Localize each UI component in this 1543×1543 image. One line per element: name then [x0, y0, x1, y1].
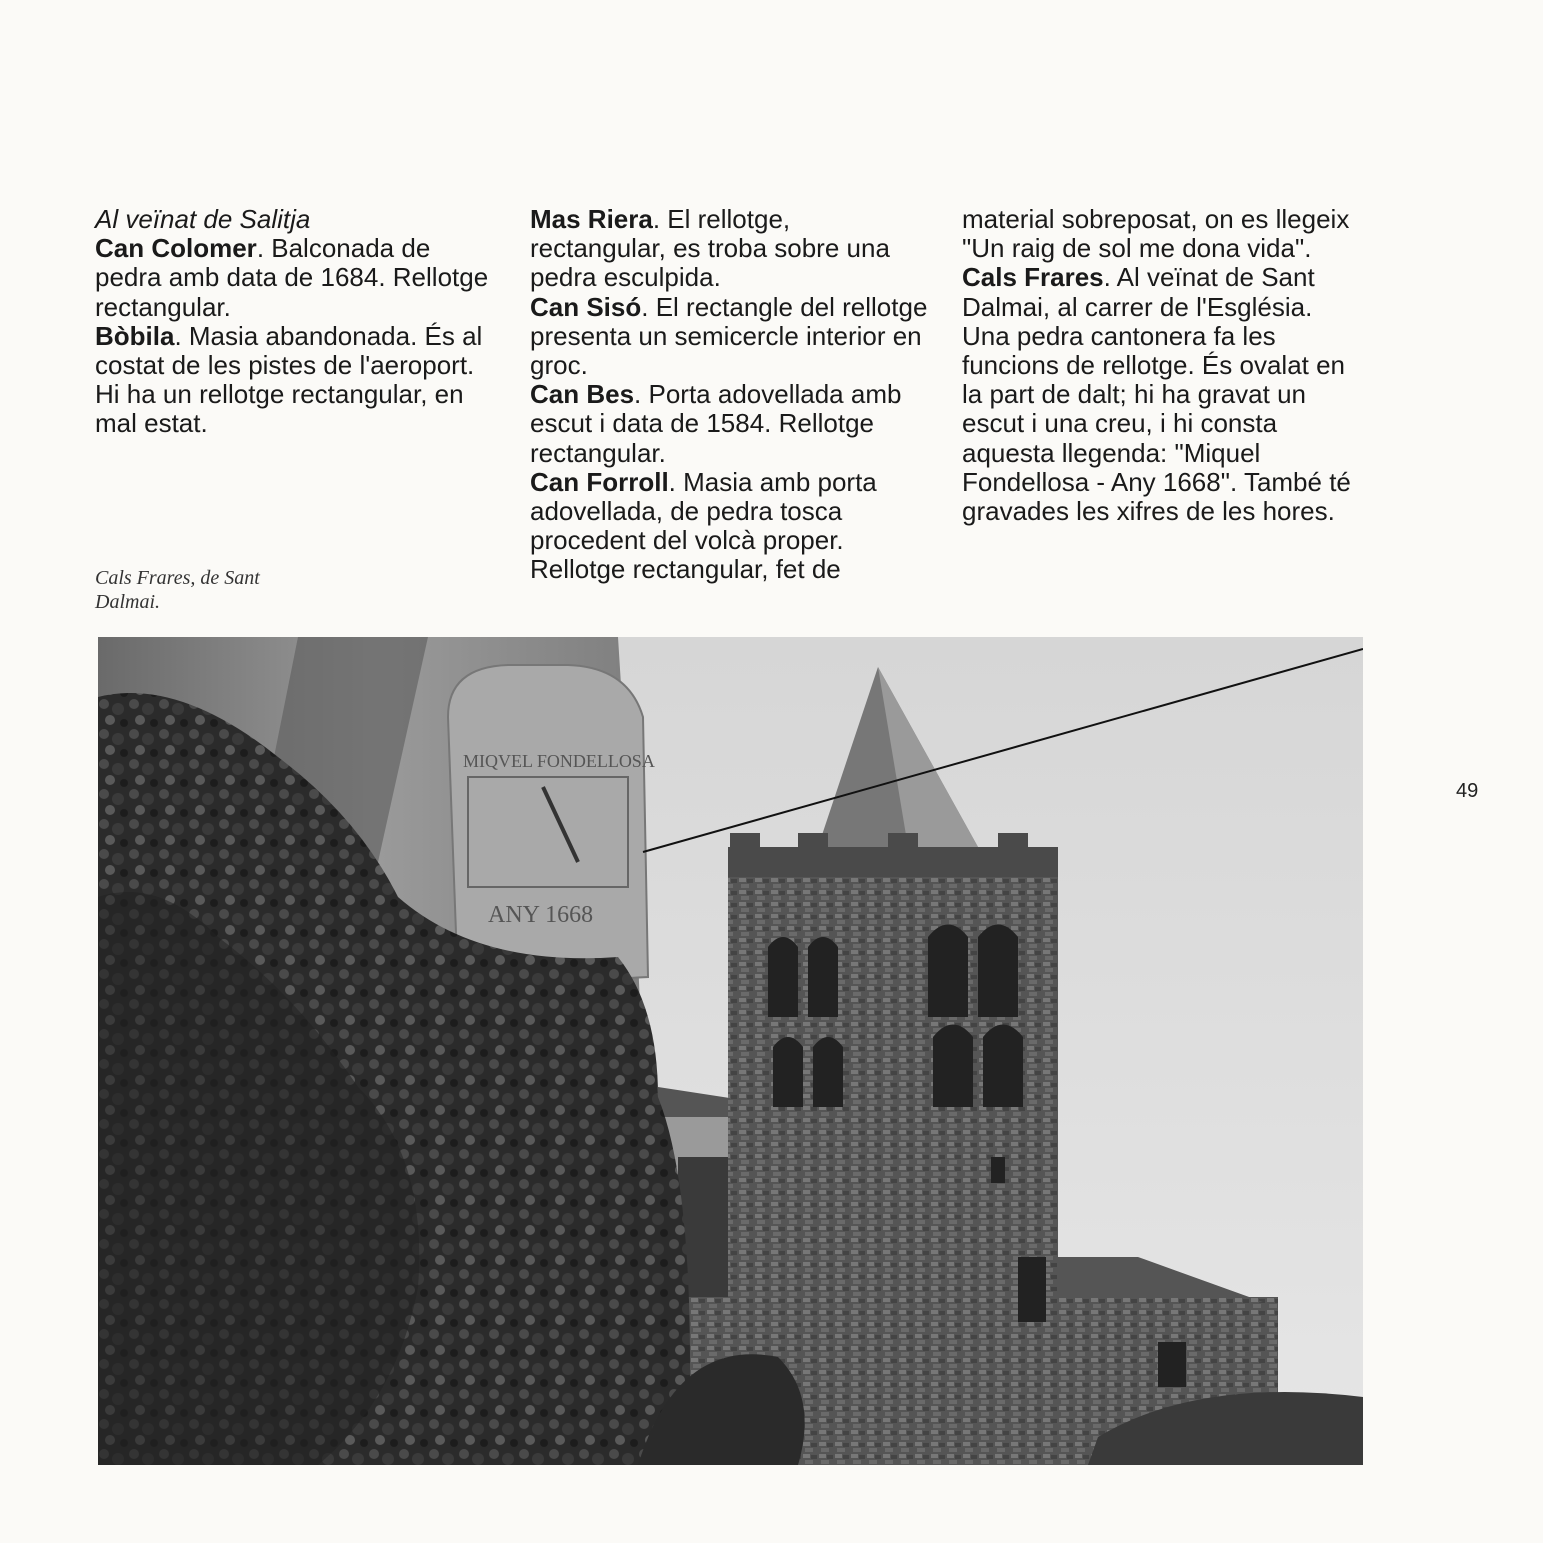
text-column-2	[530, 205, 930, 585]
entry-title: Mas Riera	[530, 204, 653, 234]
bell-opening	[773, 1037, 803, 1107]
bell-opening	[928, 925, 968, 1018]
entry-mas-riera	[530, 205, 930, 293]
text-column-3	[962, 205, 1362, 526]
section-heading: Al veïnat de Salitja	[95, 204, 311, 234]
entry-text: . Porta adovellada amb escut i data de 1584. Rellotge rectangular.	[530, 379, 902, 468]
entry-title: Can Colomer	[95, 233, 257, 264]
sundial-inscription-1: MIQVEL FONDELLOSA	[463, 751, 655, 771]
sundial-inscription-2: ANY 1668	[488, 902, 594, 928]
entry-title: Can Forroll	[530, 466, 669, 497]
text-column-1	[95, 205, 495, 439]
entry-title: Cals Frares	[962, 262, 1104, 293]
tower-window	[991, 1157, 1005, 1183]
annex-window	[1158, 1342, 1186, 1387]
entry-title: Can Bes	[530, 379, 635, 410]
bell-opening	[768, 937, 798, 1017]
photo-caption: Cals Frares, de Sant Dalmai.	[95, 567, 260, 613]
entry-text: . Masia abandonada. És al costat de les pistes de l'aeroport. Hi ha un rellotge rectangular, en mal estat.	[95, 320, 483, 439]
page-number: 49	[1456, 780, 1479, 802]
entry-text: . Al veïnat de Sant Dalmai, al carrer de l'Església. Una pedra cantonera fa les funcions de rellotge. És ovalat en la part de dalt; hi ha gravat un escut i una creu, i hi consta aquesta llegenda: "Miquel Fondellosa - Any 1668". També té gravades les xifres de les hores.	[962, 262, 1351, 527]
entry-text: . El rellotge, rectangular, es troba sobre una pedra esculpida.	[530, 204, 890, 293]
bell-opening	[978, 925, 1018, 1018]
entry-title: Bòbila	[95, 320, 175, 351]
entry-can-bes	[530, 380, 930, 468]
entry-title: Can Sisó	[530, 291, 642, 322]
sundial-stone	[448, 665, 648, 987]
bell-opening	[983, 1025, 1023, 1108]
bell-opening	[813, 1037, 843, 1107]
continuation-text: material sobreposat, on es llegeix "Un raig de sol me dona vida".	[962, 204, 1350, 264]
entry-can-forroll	[530, 468, 930, 585]
entry-text: . Balconada de pedra amb data de 1684. Rellotge rectangular.	[95, 233, 489, 322]
entry-can-colomer	[95, 234, 495, 322]
entry-text: . El rectangle del rellotge presenta un semicercle interior en groc.	[530, 291, 928, 381]
entry-can-siso	[530, 293, 930, 381]
entry-bobila	[95, 322, 495, 439]
entry-cals-frares	[962, 263, 1362, 526]
bell-opening	[808, 937, 838, 1017]
church-photo	[98, 637, 1363, 1465]
annex-door	[1018, 1257, 1046, 1322]
bell-opening	[933, 1025, 973, 1108]
entry-text: . Masia amb porta adovellada, de pedra tosca procedent del volcà proper. Rellotge rectangular, fet de	[530, 466, 877, 585]
